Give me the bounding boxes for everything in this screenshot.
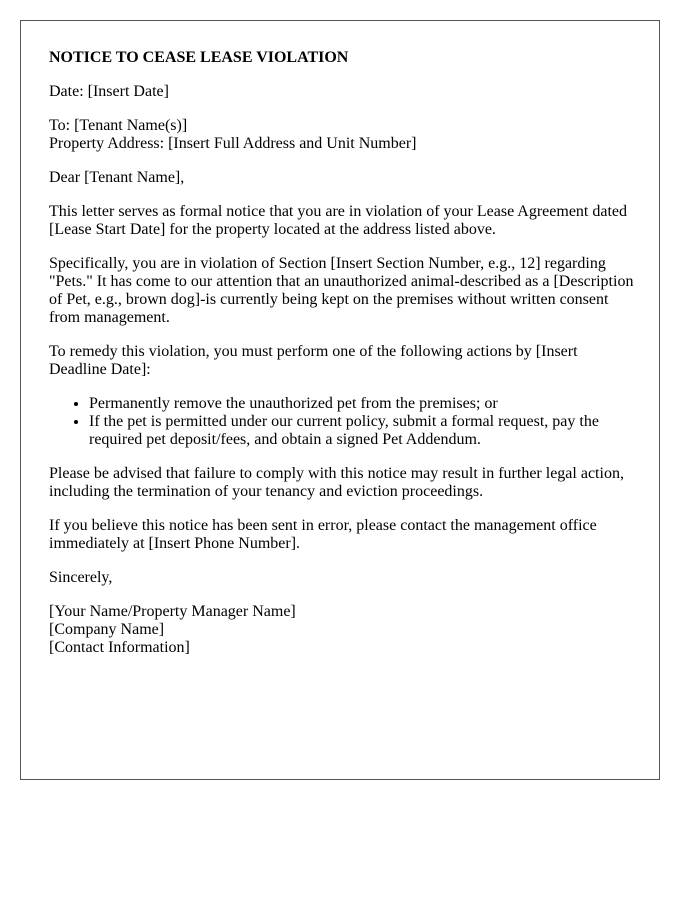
signature-name: [Your Name/Property Manager Name] bbox=[49, 603, 296, 620]
letter-page bbox=[20, 20, 660, 780]
address-line: Property Address: [Insert Full Address and Unit Number] bbox=[49, 135, 417, 152]
paragraph-remedy: To remedy this violation, you must perform one of the following actions by [Insert Deadline Date]: bbox=[49, 343, 578, 378]
signature-company: [Company Name] bbox=[49, 621, 165, 638]
salutation: Dear [Tenant Name], bbox=[49, 169, 185, 186]
signature-contact: [Contact Information] bbox=[49, 639, 190, 656]
list-item: • If the pet is permitted under our current policy, submit a formal request, pay the required pet deposit/fees, and obtain a signed Pet Addendum. bbox=[89, 413, 639, 449]
letter-title: NOTICE TO CEASE LEASE VIOLATION bbox=[49, 49, 349, 66]
signature-block bbox=[49, 603, 639, 657]
action-list bbox=[49, 395, 639, 449]
letter-content bbox=[49, 49, 639, 673]
paragraph-notice: This letter serves as formal notice that you are in violation of your Lease Agreement dated [Lease Start Date] for the property located at the address listed above. bbox=[49, 203, 628, 238]
to-line: To: [Tenant Name(s)] bbox=[49, 117, 188, 134]
paragraph-violation: Specifically, you are in violation of Section [Insert Section Number, e.g., 12] regarding "Pets." It has come to our attention that an unauthorized animal-described as a [Description of Pet, e.g., brown dog]-is currently being kept on the premises without written consent from management. bbox=[49, 255, 634, 326]
recipient-block bbox=[49, 117, 639, 153]
paragraph-contact: If you believe this notice has been sent in error, please contact the management office immediately at [Insert Phone Number]. bbox=[49, 517, 597, 552]
date-line: Date: [Insert Date] bbox=[49, 83, 169, 100]
paragraph-consequence: Please be advised that failure to comply with this notice may result in further legal action, including the termination of your tenancy and eviction proceedings. bbox=[49, 465, 624, 500]
list-item: • Permanently remove the unauthorized pet from the premises; or bbox=[89, 395, 639, 413]
closing: Sincerely, bbox=[49, 569, 113, 586]
